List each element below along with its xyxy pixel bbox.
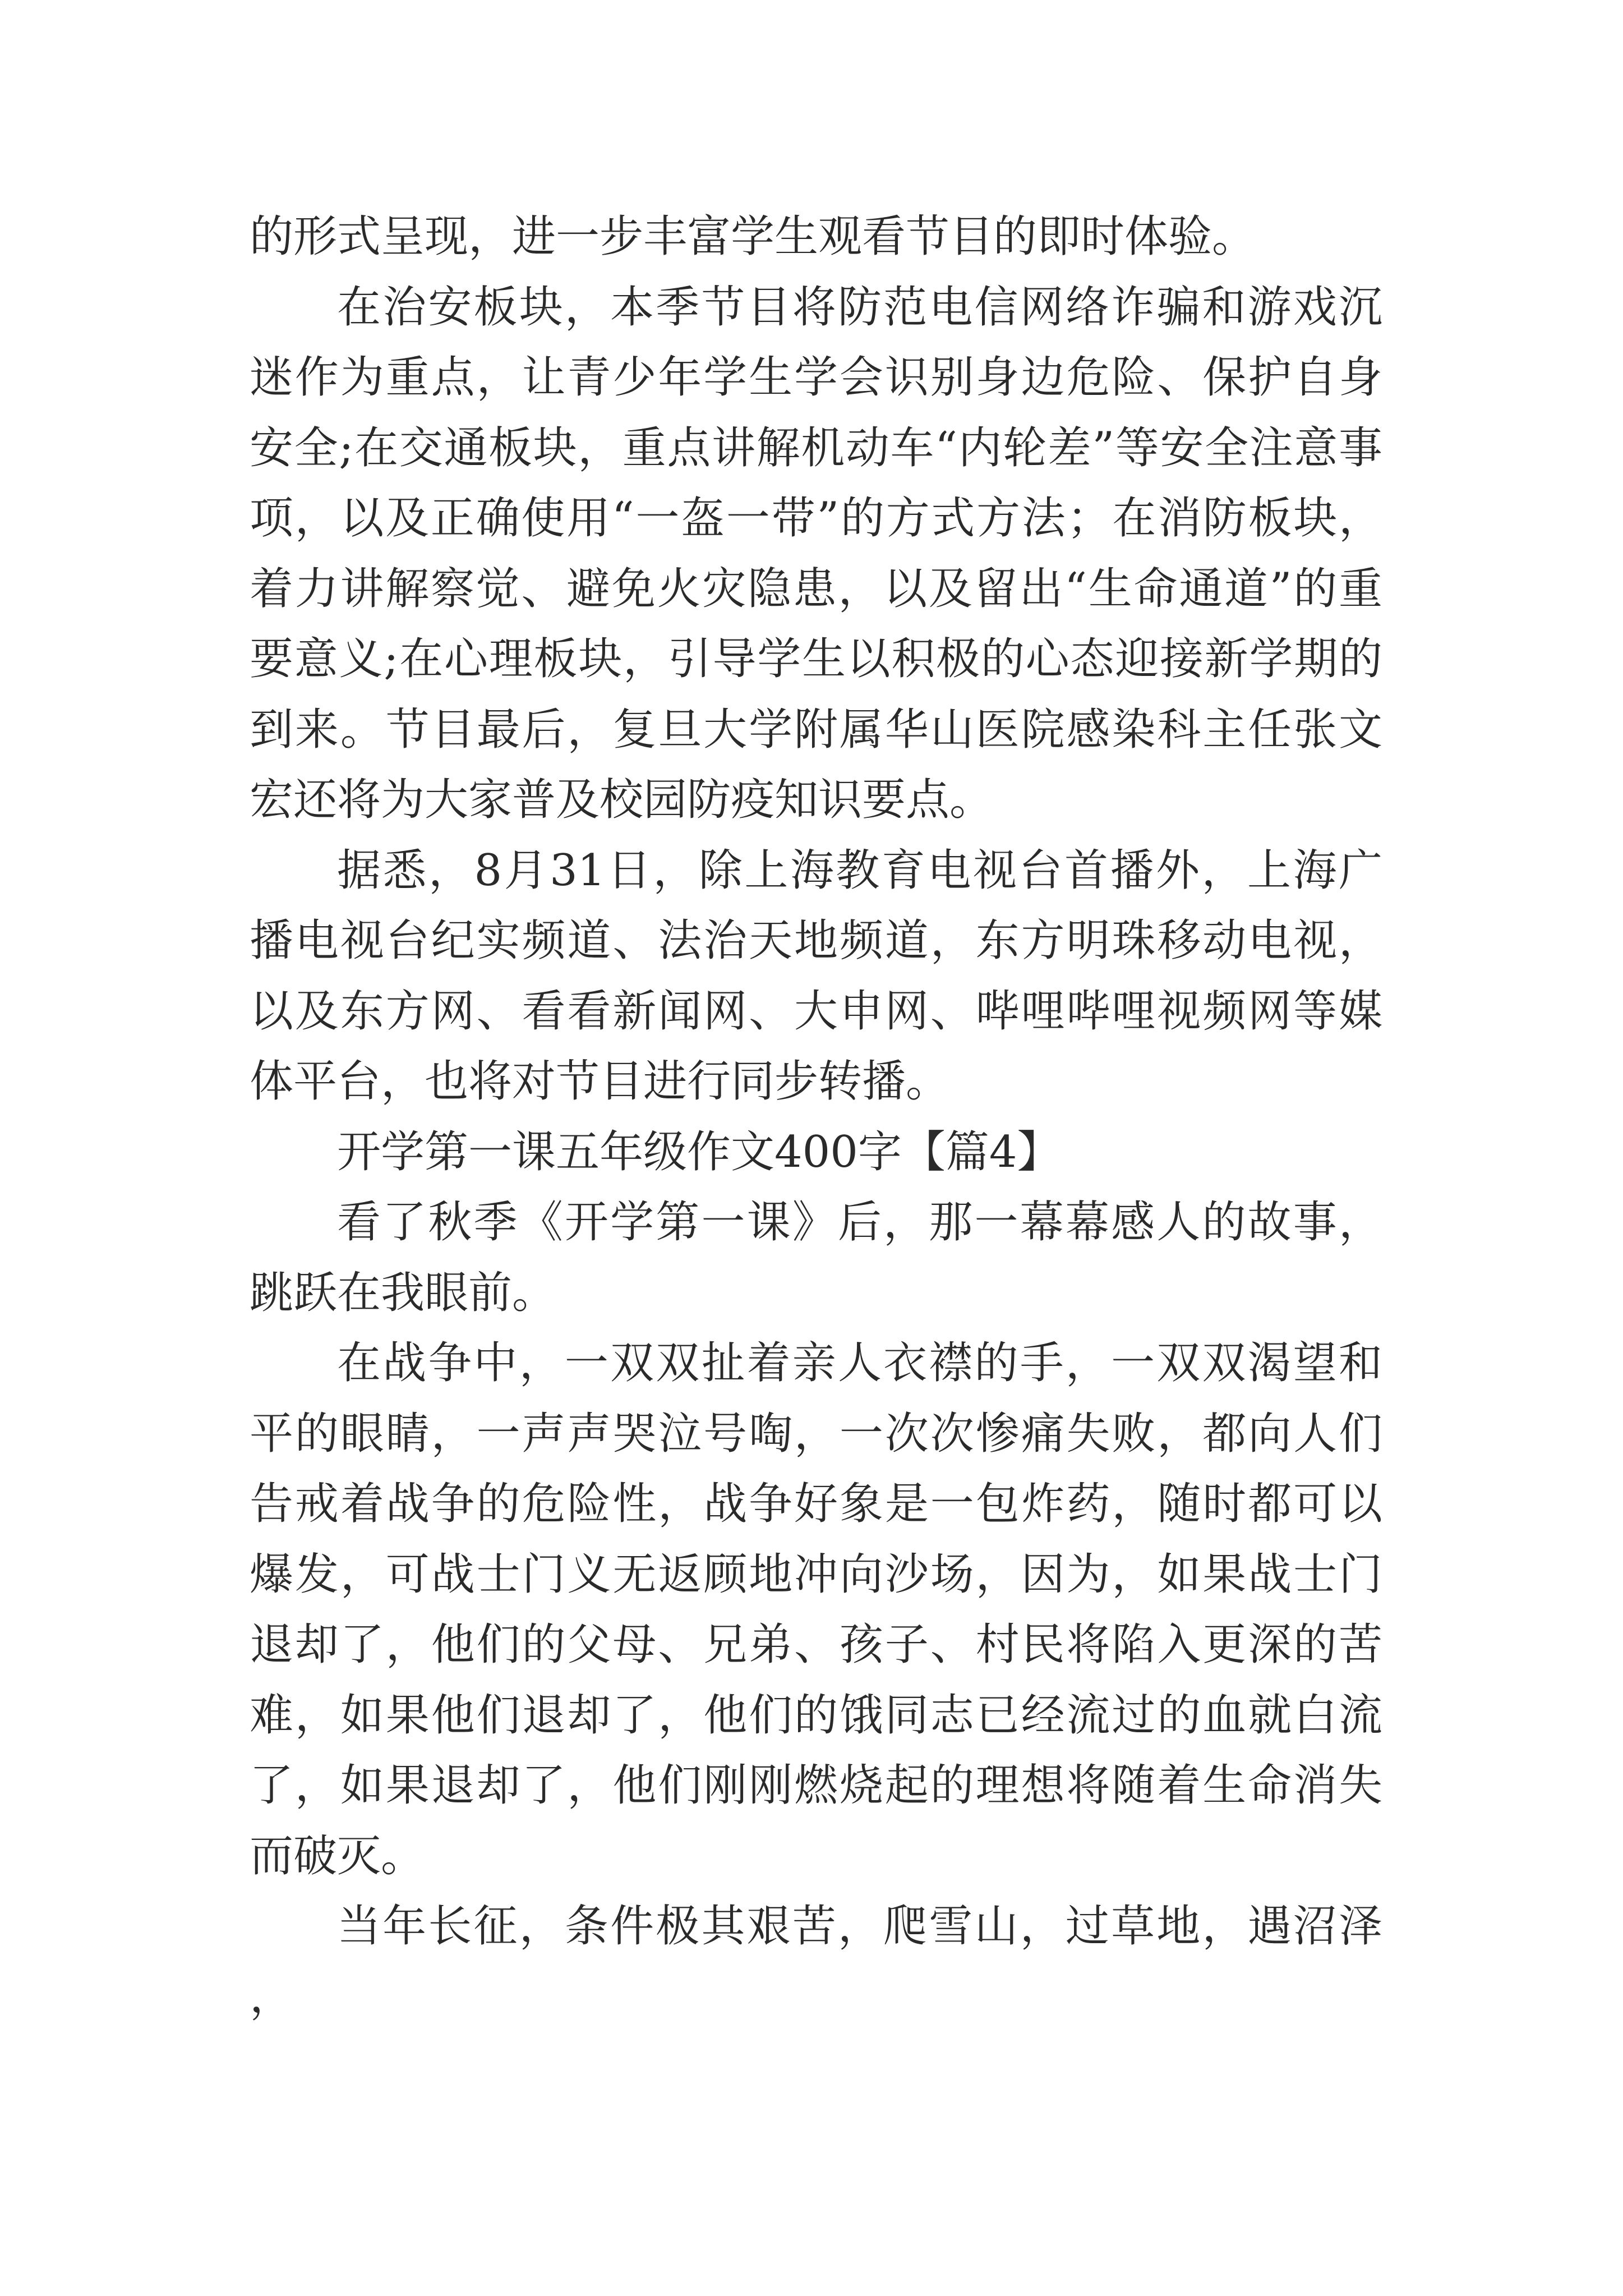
paragraph-essay-intro: 看了秋季《开学第一课》后，那一幕幕感人的故事，跳跃在我眼前。	[250, 1197, 1382, 1318]
paragraph-war: 在战争中，一双双扯着亲人衣襟的手，一双双渴望和平的眼睛，一声声哭泣号啕，一次次惨痛失败，都向人们告戒着战争的危险性，战争好象是一包炸药，随时都可以爆发，可战士门义无返顾地冲向沙场，因为，如果战士门退却了，他们的父母、兄弟、孩子、村民将陷入更深的苦难，如果他们退却了，他们的饿同志已经流过的血就白流了，如果退却了，他们刚刚燃烧起的理想将随着生命消失而破灭。	[250, 1338, 1382, 1881]
paragraph-continuation: 的形式呈现，进一步丰富学生观看节目的即时体验。	[250, 211, 1256, 262]
paragraph-program-content: 在治安板块，本季节目将防范电信网络诈骗和游戏沉迷作为重点，让青少年学生学会识别身边危险、保护自身安全;在交通板块，重点讲解机动车“内轮差”等安全注意事项，以及正确使用“一盔一带”的方式方法；在消防板块，着力讲解察觉、避免火灾隐患，以及留出“生命通道”的重要意义;在心理板块，引导学生以积极的心态迎接新学期的到来。节目最后，复旦大学附属华山医院感染科主任张文宏还将为大家普及校园防疫知识要点。	[250, 282, 1382, 825]
document-body	[250, 202, 1382, 2032]
paragraph-long-march: 当年长征，条件极其艰苦，爬雪山，过草地，遇沼泽，	[250, 1901, 1382, 2022]
essay-heading: 开学第一课五年级作文400字【篇4】	[337, 1126, 1061, 1177]
paragraph-broadcast-info: 据悉，8月31日，除上海教育电视台首播外，上海广播电视台纪实频道、法治天地频道，东方明珠移动电视，以及东方网、看看新闻网、大申网、哔哩哔哩视频网等媒体平台，也将对节目进行同步转播。	[250, 845, 1382, 1107]
